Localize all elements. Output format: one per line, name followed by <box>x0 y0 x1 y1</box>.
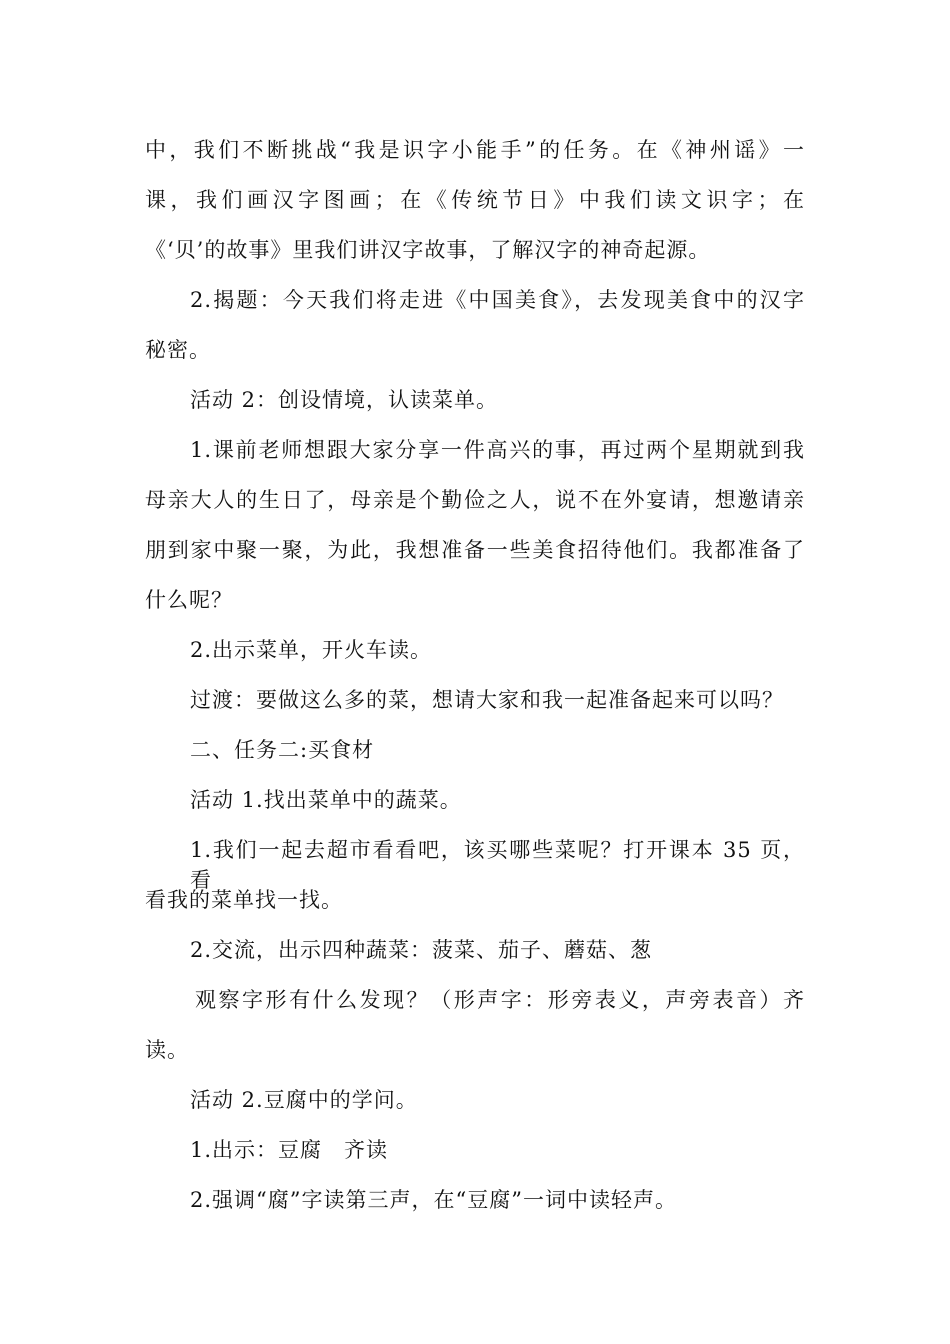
text-line-12: 过渡：要做这么多的菜，想请大家和我一起准备起来可以吗？ <box>190 688 784 712</box>
text-line-7: 1.课前老师想跟大家分享一件高兴的事，再过两个星期就到我 <box>190 438 805 462</box>
text-line-9: 朋到家中聚一聚，为此，我想准备一些美食招待他们。我都准备了 <box>145 538 805 562</box>
text-line-21: 1.出示：豆腐 齐读 <box>190 1138 389 1162</box>
text-line-20: 活动 2.豆腐中的学问。 <box>190 1088 418 1112</box>
text-line-14: 活动 1.找出菜单中的蔬菜。 <box>190 788 462 812</box>
text-line-15: 1.我们一起去超市看看吧，该买哪些菜呢？打开课本 35 页，看 <box>190 838 805 892</box>
text-line-10: 什么呢？ <box>145 588 233 612</box>
text-line-16: 看我的菜单找一找。 <box>145 888 343 912</box>
text-line-11: 2.出示菜单，开火车读。 <box>190 638 433 662</box>
text-line-17: 2.交流，出示四种蔬菜：菠菜、茄子、蘑菇、葱 <box>190 938 653 962</box>
text-line-1: 中，我们不断挑战“我是识字小能手”的任务。在《神州谣》一 <box>145 138 805 162</box>
text-line-3: 《‘贝’的故事》里我们讲汉字故事，了解汉字的神奇起源。 <box>145 238 711 262</box>
text-line-4: 2.揭题：今天我们将走进《中国美食》，去发现美食中的汉字 <box>190 288 805 312</box>
text-line-18: 观察字形有什么发现？（形声字：形旁表义，声旁表音）齐 <box>195 988 805 1012</box>
text-line-8: 母亲大人的生日了，母亲是个勤俭之人，说不在外宴请，想邀请亲 <box>145 488 805 512</box>
text-line-6: 活动 2：创设情境，认读菜单。 <box>190 388 499 412</box>
text-line-2: 课，我们画汉字图画；在《传统节日》中我们读文识字；在 <box>145 188 805 212</box>
section-heading: 二、任务二:买食材 <box>190 738 375 762</box>
text-line-5: 秘密。 <box>145 338 211 362</box>
text-line-19: 读。 <box>145 1038 189 1062</box>
text-line-22: 2.强调“腐”字读第三声，在“豆腐”一词中读轻声。 <box>190 1188 677 1212</box>
